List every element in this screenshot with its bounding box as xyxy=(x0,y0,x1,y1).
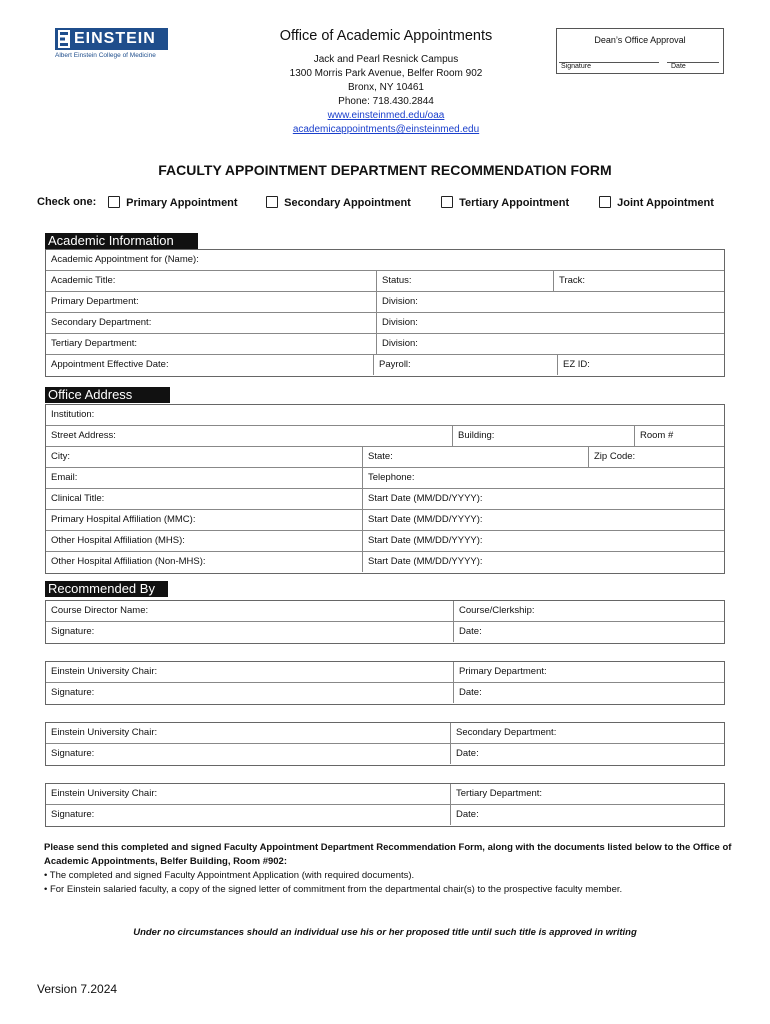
building-field[interactable]: Building: xyxy=(452,426,494,446)
effective-date-field[interactable]: Appointment Effective Date: xyxy=(51,359,169,370)
table-row xyxy=(46,426,724,447)
start-date-field[interactable]: Start Date (MM/DD/YYYY): xyxy=(362,531,483,551)
university-chair-field[interactable]: Einstein University Chair: xyxy=(51,727,158,738)
check-one-label: Check one: xyxy=(37,196,97,208)
date-field[interactable]: Date: xyxy=(450,744,479,764)
joint-appointment-option[interactable] xyxy=(599,196,714,209)
logo-subtitle: Albert Einstein College of Medicine xyxy=(55,52,156,59)
course-clerkship-field[interactable]: Course/Clerkship: xyxy=(453,601,535,621)
status-field[interactable]: Status: xyxy=(376,271,412,291)
option-label: Secondary Appointment xyxy=(284,197,411,209)
secondary-appointment-option[interactable] xyxy=(266,196,411,209)
table-row xyxy=(46,552,724,572)
table-row xyxy=(46,744,724,764)
table-row xyxy=(46,405,724,426)
payroll-field[interactable]: Payroll: xyxy=(373,355,411,375)
tertiary-appointment-option[interactable] xyxy=(441,196,569,209)
start-date-field[interactable]: Start Date (MM/DD/YYYY): xyxy=(362,489,483,509)
form-title: FACULTY APPOINTMENT DEPARTMENT RECOMMENDATION FORM xyxy=(158,162,612,178)
primary-department-field[interactable]: Primary Department: xyxy=(453,662,547,682)
phone: Phone: 718.430.2844 xyxy=(338,96,434,107)
institution-field[interactable]: Institution: xyxy=(51,409,95,420)
name-field[interactable]: Academic Appointment for (Name): xyxy=(51,254,199,265)
table-row xyxy=(46,784,724,805)
date-field[interactable]: Date: xyxy=(450,805,479,825)
date-field[interactable]: Date: xyxy=(453,622,482,642)
signature-field[interactable]: Signature: xyxy=(51,626,95,637)
street-address-field[interactable]: Street Address: xyxy=(51,430,116,441)
table-row xyxy=(46,510,724,531)
email-field[interactable]: Email: xyxy=(51,472,78,483)
dean-date-label: Date xyxy=(671,63,686,70)
email-link[interactable]: academicappointments@einsteinmed.edu xyxy=(292,124,480,135)
table-row xyxy=(46,723,724,744)
academic-information-table xyxy=(45,249,725,377)
einstein-mark-icon xyxy=(58,30,70,48)
street-address: 1300 Morris Park Avenue, Belfer Room 902 xyxy=(289,68,483,79)
clinical-title-field[interactable]: Clinical Title: xyxy=(51,493,105,504)
other-hospital-mhs-field[interactable]: Other Hospital Affiliation (MHS): xyxy=(51,535,185,546)
checkbox-icon[interactable] xyxy=(599,196,611,208)
table-row xyxy=(46,662,724,683)
primary-department-field[interactable]: Primary Department: xyxy=(51,296,139,307)
einstein-logo xyxy=(55,28,170,62)
course-director-table xyxy=(45,600,725,644)
secondary-chair-table xyxy=(45,722,725,766)
table-row xyxy=(46,355,724,375)
table-row xyxy=(46,601,724,622)
office-address-table xyxy=(45,404,725,574)
title-warning: Under no circumstances should an individual use his or her proposed title until such title is approved in writing xyxy=(133,927,637,938)
room-field[interactable]: Room # xyxy=(634,426,673,446)
checkbox-icon[interactable] xyxy=(441,196,453,208)
table-row xyxy=(46,334,724,355)
academic-information-heading: Academic Information xyxy=(45,233,198,249)
option-label: Primary Appointment xyxy=(126,197,238,209)
city-address: Bronx, NY 10461 xyxy=(348,82,424,93)
division-field[interactable]: Division: xyxy=(376,313,418,333)
university-chair-field[interactable]: Einstein University Chair: xyxy=(51,666,158,677)
secondary-department-field[interactable]: Secondary Department: xyxy=(51,317,152,328)
recommended-by-heading: Recommended By xyxy=(45,581,168,597)
table-row xyxy=(46,805,724,825)
campus-name: Jack and Pearl Resnick Campus xyxy=(313,54,459,65)
track-field[interactable]: Track: xyxy=(553,271,585,291)
checkbox-icon[interactable] xyxy=(266,196,278,208)
option-label: Joint Appointment xyxy=(617,197,714,209)
university-chair-field[interactable]: Einstein University Chair: xyxy=(51,788,158,799)
dean-approval-title: Dean’s Office Approval xyxy=(594,35,686,45)
primary-hospital-field[interactable]: Primary Hospital Affiliation (MMC): xyxy=(51,514,196,525)
tertiary-chair-table xyxy=(45,783,725,827)
office-title: Office of Academic Appointments xyxy=(279,28,493,44)
signature-field[interactable]: Signature: xyxy=(51,809,95,820)
primary-appointment-option[interactable] xyxy=(108,196,238,209)
secondary-department-field[interactable]: Secondary Department: xyxy=(450,723,556,743)
telephone-field[interactable]: Telephone: xyxy=(362,468,414,488)
office-address-heading: Office Address xyxy=(45,387,170,403)
table-row xyxy=(46,313,724,334)
state-field[interactable]: State: xyxy=(362,447,393,467)
date-field[interactable]: Date: xyxy=(453,683,482,703)
website-link[interactable]: www.einsteinmed.edu/oaa xyxy=(327,110,445,121)
table-row xyxy=(46,468,724,489)
checkbox-icon[interactable] xyxy=(108,196,120,208)
table-row xyxy=(46,489,724,510)
dean-approval-box xyxy=(556,28,724,74)
primary-chair-table xyxy=(45,661,725,705)
ez-id-field[interactable]: EZ ID: xyxy=(557,355,590,375)
table-row xyxy=(46,531,724,552)
other-hospital-non-mhs-field[interactable]: Other Hospital Affiliation (Non-MHS): xyxy=(51,556,206,567)
signature-field[interactable]: Signature: xyxy=(51,748,95,759)
tertiary-department-field[interactable]: Tertiary Department: xyxy=(51,338,138,349)
division-field[interactable]: Division: xyxy=(376,292,418,312)
signature-field[interactable]: Signature: xyxy=(51,687,95,698)
table-row xyxy=(46,271,724,292)
instructions-paragraph: Please send this completed and signed Faculty Appointment Department Recommendation Form, along with the documents listed below to the Office of Academic Appointments, Belfer Building, Room #902: xyxy=(44,842,732,867)
table-row xyxy=(46,250,724,271)
city-field[interactable]: City: xyxy=(51,451,70,462)
zip-code-field[interactable]: Zip Code: xyxy=(588,447,635,467)
table-row xyxy=(46,622,724,642)
dean-signature-label: Signature xyxy=(561,63,591,70)
course-director-field[interactable]: Course Director Name: xyxy=(51,605,149,616)
instructions-bullet: • For Einstein salaried faculty, a copy of the signed letter of commitment from the departmental chair(s) to the prospective faculty member. xyxy=(44,884,623,895)
instructions-bullet: • The completed and signed Faculty Appointment Application (with required documents). xyxy=(44,870,415,881)
table-row xyxy=(46,683,724,703)
logo-wordmark: EINSTEIN xyxy=(74,30,156,47)
table-row xyxy=(46,447,724,468)
version-label: Version 7.2024 xyxy=(37,982,118,996)
division-field[interactable]: Division: xyxy=(376,334,418,354)
table-row xyxy=(46,292,724,313)
academic-title-field[interactable]: Academic Title: xyxy=(51,275,116,286)
option-label: Tertiary Appointment xyxy=(459,197,570,209)
tertiary-department-field[interactable]: Tertiary Department: xyxy=(450,784,542,804)
start-date-field[interactable]: Start Date (MM/DD/YYYY): xyxy=(362,552,483,572)
start-date-field[interactable]: Start Date (MM/DD/YYYY): xyxy=(362,510,483,530)
